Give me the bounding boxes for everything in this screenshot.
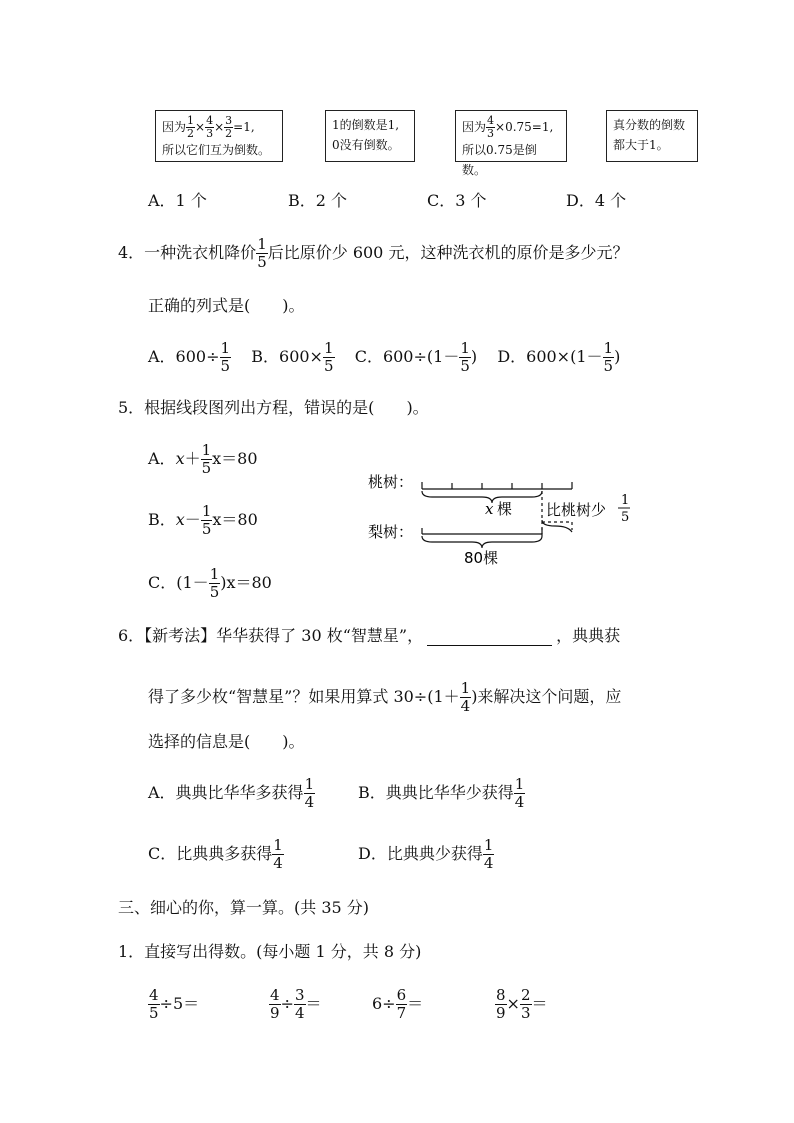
q5-option-a[interactable]: A．x＋ $\frac{1}{5}$ x＝80	[148, 441, 258, 477]
calc-2: $\frac{4}{9}$ ÷ $\frac{3}{4}$ ＝	[270, 986, 322, 1022]
q4-option-a[interactable]: A．600÷ $\frac{1}{5}$	[148, 339, 231, 375]
fill-blank[interactable]	[427, 627, 552, 646]
q5-option-b[interactable]: B．x－ $\frac{1}{5}$ x＝80	[148, 502, 258, 538]
q6-line3: 选择的信息是( )。	[148, 732, 305, 751]
statement-box-1: 因为 $\frac{1}{2}$ × $\frac{4}{3}$ × $\frac{3}{2}$ =1, 所以它们互为倒数。	[155, 110, 283, 162]
calc-4: $\frac{8}{9}$ × $\frac{2}{3}$ ＝	[496, 986, 548, 1022]
pear-label: 梨树：	[368, 523, 414, 541]
q4-option-b[interactable]: B．600× $\frac{1}{5}$	[251, 339, 334, 375]
q3-option-a[interactable]: A．1 个	[148, 191, 207, 210]
q4-stem: 4．一种洗衣机降价 $\frac{1}{5}$ 后比原价少 600 元，这种洗衣机的原价是多少元？	[118, 235, 629, 271]
q4-option-c[interactable]: C．600÷(1－ $\frac{1}{5}$ )	[354, 339, 478, 375]
q6-option-a[interactable]: A．典典比华华多获得 $\frac{1}{4}$	[148, 775, 315, 811]
less-frac-den: 5	[621, 510, 630, 525]
segment-diagram	[360, 462, 650, 572]
peach-label: 桃树：	[368, 473, 414, 491]
statement-box-2: 1的倒数是1, 0没有倒数。	[325, 110, 415, 162]
section3-q1: 1．直接写出得数。(每小题 1 分，共 8 分)	[118, 942, 422, 961]
q4-option-d[interactable]: D．600×(1－ $\frac{1}{5}$ )	[497, 339, 621, 375]
x-unit: 棵	[497, 500, 513, 518]
calc-1: $\frac{4}{5}$ ÷5＝	[149, 986, 200, 1022]
q6-option-b[interactable]: B．典典比华华少获得 $\frac{1}{4}$	[358, 775, 525, 811]
q6-line2: 得了多少枚“智慧星”？如果用算式 30÷(1＋ $\frac{1}{4}$ )来解决这个问题，应	[148, 679, 622, 715]
q3-option-d[interactable]: D．4 个	[566, 191, 627, 210]
q4-prompt: 正确的列式是( )。	[148, 296, 305, 315]
less-frac-num: 1	[621, 493, 630, 508]
section-title: 三、细心的你，算一算。(共 35 分)	[118, 898, 370, 917]
q5-stem: 5．根据线段图列出方程，错误的是( )。	[118, 398, 429, 417]
x-label: x	[485, 500, 494, 518]
q3-option-c[interactable]: C．3 个	[427, 191, 487, 210]
q3-option-b[interactable]: B．2 个	[288, 191, 348, 210]
q6-line1: 6．【新考法】华华获得了 30 枚“智慧星”， ，典典获	[118, 626, 621, 645]
calc-3: 6÷ $\frac{6}{7}$ ＝	[372, 986, 424, 1022]
q6-option-c[interactable]: C．比典典多获得 $\frac{1}{4}$	[148, 836, 283, 872]
less-label: 比桃树少	[546, 501, 607, 519]
eighty-label: 80棵	[464, 549, 499, 567]
statement-box-3: 因为 $\frac{4}{3}$ ×0.75=1, 所以0.75是倒数。	[455, 110, 567, 162]
statement-box-4: 真分数的倒数 都大于1。	[606, 110, 698, 162]
q6-option-d[interactable]: D．比典典少获得 $\frac{1}{4}$	[358, 836, 494, 872]
q5-option-c[interactable]: C．(1－ $\frac{1}{5}$ )x＝80	[148, 565, 272, 601]
q4-options	[148, 340, 620, 375]
